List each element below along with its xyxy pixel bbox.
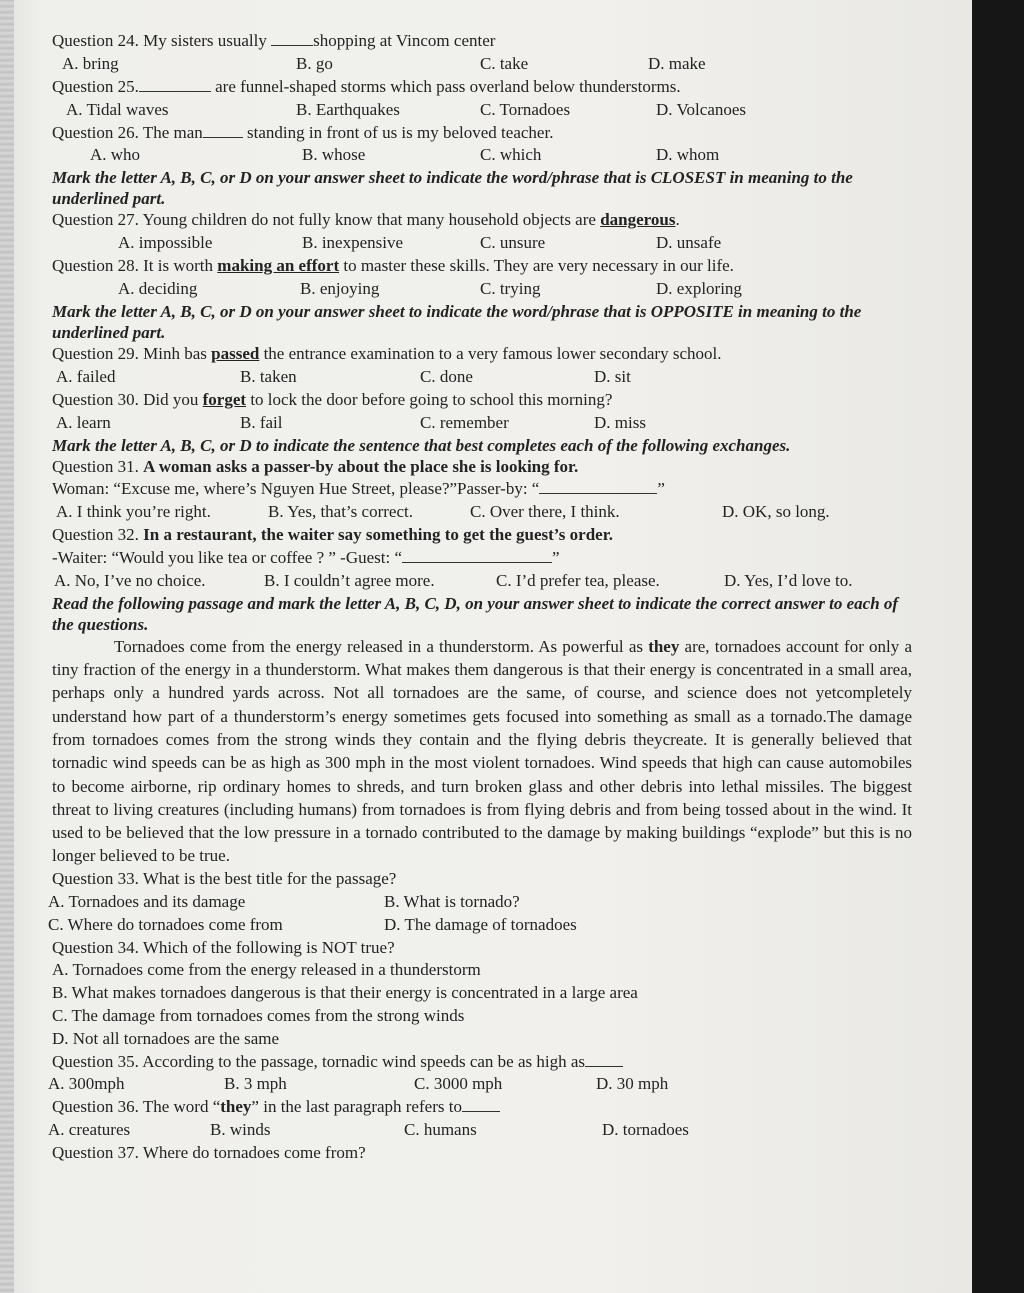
option-d: D. OK, so long. bbox=[722, 502, 830, 522]
option-b: B. whose bbox=[302, 145, 366, 165]
question-36: Question 36. The word “they” in the last paragraph refers to bbox=[52, 1096, 912, 1119]
dialogue-32: -Waiter: “Would you like tea or coffee ? ” -Guest: “ ” bbox=[52, 547, 560, 567]
options-26 bbox=[52, 144, 912, 167]
question-31: Question 31. A woman asks a passer-by about the place she is looking for. bbox=[52, 456, 579, 476]
options-25 bbox=[52, 99, 912, 122]
option-c: C. trying bbox=[480, 278, 541, 298]
option-d: D. exploring bbox=[656, 278, 742, 298]
instruction-exchanges: Mark the letter A, B, C, or D to indicate the sentence that best completes each of the following exchanges. bbox=[52, 435, 791, 455]
underlined-word: dangerous bbox=[600, 210, 676, 230]
option-d: D. tornadoes bbox=[602, 1120, 689, 1140]
options-31 bbox=[52, 501, 912, 524]
option-a: A. impossible bbox=[118, 233, 213, 253]
reading-passage: Tornadoes come from the energy released in a thunderstorm. As powerful as they are, tornadoes account for only a tiny fraction of the energy in a thunderstorm. What makes them dangerous is that their energy is concentrated in a small area, perhaps only a hundred yards across. Not all tornadoes are the same, of course, and science does not yetcompletely understand how part of a thunderstorm’s energy sometimes gets focused into something as small as a tornado.The damage from tornadoes comes from the strong winds they contain and the flying debris theycreate. It is generally believed that tornadic wind speeds can be as high as 300 mph in the most violent tornadoes. Wind speeds that high can cause automobiles to become airborne, rip ordinary homes to shreds, and turn broken glass and other debris into lethal missiles. The biggest threat to living creatures (including humans) from tornadoes is from flying debris and from being tossed about in the wind. It used to be believed that the low pressure in a tornado contributed to the damage by making buildings “explode” but this is no longer believed to be true. bbox=[52, 636, 913, 866]
option-d: D. miss bbox=[594, 412, 646, 432]
option-b: B. 3 mph bbox=[224, 1074, 287, 1094]
option-b: B. Earthquakes bbox=[296, 99, 400, 119]
options-30 bbox=[52, 412, 912, 435]
answer-blank bbox=[402, 547, 552, 563]
option-c: C. humans bbox=[404, 1120, 477, 1140]
question-32: Question 32. In a restaurant, the waiter say something to get the guest’s order. bbox=[52, 525, 613, 545]
option-d: D. unsafe bbox=[656, 233, 722, 253]
option-a: A. Tidal waves bbox=[66, 99, 169, 119]
option-b: B. What makes tornadoes dangerous is that their energy is concentrated in a large area bbox=[52, 983, 638, 1003]
answer-blank bbox=[139, 76, 211, 92]
question-33: Question 33. What is the best title for the passage? bbox=[52, 868, 397, 888]
underlined-word: forget bbox=[202, 389, 247, 409]
question-37: Question 37. Where do tornadoes come from? bbox=[52, 1143, 366, 1163]
option-d: D. Volcanoes bbox=[656, 99, 747, 119]
option-c: C. I’d prefer tea, please. bbox=[496, 570, 660, 590]
option-b: B. inexpensive bbox=[302, 233, 404, 253]
question-25: Question 25. are funnel-shaped storms which pass overland below thunderstorms. bbox=[52, 76, 681, 96]
options-28 bbox=[52, 278, 912, 301]
underlined-phrase: making an effort bbox=[217, 256, 340, 276]
option-c: C. The damage from tornadoes comes from the strong winds bbox=[52, 1005, 465, 1025]
options-24 bbox=[52, 53, 912, 76]
options-29 bbox=[52, 366, 912, 389]
instruction-opposite: Mark the letter A, B, C, or D on your answer sheet to indicate the word/phrase that is OPPOSITE in meaning to the underlined part. bbox=[52, 301, 862, 342]
option-a: A. who bbox=[90, 145, 141, 165]
instruction-passage: Read the following passage and mark the letter A, B, C, D, on your answer sheet to indicate the correct answer to each of the questions. bbox=[52, 593, 899, 634]
option-a: A. Tornadoes come from the energy released in a thunderstorm bbox=[52, 960, 481, 980]
question-24: Question 24. My sisters usually shopping at Vincom center bbox=[52, 31, 496, 50]
question-27: Question 27. Young children do not fully know that many household objects are dangerous. bbox=[52, 210, 680, 230]
option-b: B. What is tornado? bbox=[384, 891, 520, 911]
option-a: A. I think you’re right. bbox=[56, 502, 211, 522]
option-a: A. creatures bbox=[48, 1120, 131, 1140]
options-33-row1 bbox=[48, 891, 912, 914]
referent-word: they bbox=[648, 636, 680, 656]
question-28: Question 28. It is worth making an effort to master these skills. They are very necessary in our life. bbox=[52, 256, 734, 276]
option-d: D. The damage of tornadoes bbox=[384, 914, 577, 934]
question-35: Question 35. According to the passage, tornadic wind speeds can be as high as bbox=[52, 1051, 912, 1074]
question-26: Question 26. The man standing in front of us is my beloved teacher. bbox=[52, 122, 554, 142]
question-30: Question 30. Did you forget to lock the door before going to school this morning? bbox=[52, 389, 613, 409]
exam-content bbox=[48, 30, 913, 1165]
options-27 bbox=[52, 232, 912, 255]
option-b: B. taken bbox=[240, 366, 297, 386]
option-c: C. Over there, I think. bbox=[470, 502, 620, 522]
options-32 bbox=[52, 570, 912, 593]
option-d: D. Not all tornadoes are the same bbox=[52, 1028, 280, 1048]
question-34: Question 34. Which of the following is NOT true? bbox=[52, 937, 395, 957]
answer-blank bbox=[462, 1096, 500, 1112]
option-c: C. done bbox=[420, 366, 473, 386]
option-a: A. bring bbox=[62, 53, 119, 73]
option-c: C. remember bbox=[420, 412, 509, 432]
options-36 bbox=[48, 1119, 912, 1142]
option-b: B. enjoying bbox=[300, 278, 380, 298]
instruction-closest: Mark the letter A, B, C, or D on your answer sheet to indicate the word/phrase that is CLOSEST in meaning to the underlined part. bbox=[52, 168, 853, 209]
option-a: A. Tornadoes and its damage bbox=[48, 891, 246, 911]
option-d: D. sit bbox=[594, 366, 631, 386]
dialogue-31: Woman: “Excuse me, where’s Nguyen Hue Street, please?”Passer-by: “ ” bbox=[52, 479, 665, 499]
option-c: C. 3000 mph bbox=[414, 1074, 503, 1094]
answer-blank bbox=[585, 1051, 623, 1067]
option-d: D. make bbox=[648, 53, 706, 73]
question-29: Question 29. Minh bas passed the entrance examination to a very famous lower secondary school. bbox=[52, 343, 722, 363]
option-d: D. Yes, I’d love to. bbox=[724, 570, 853, 590]
option-b: B. winds bbox=[210, 1120, 271, 1140]
option-a: A. learn bbox=[56, 412, 111, 432]
option-b: B. Yes, that’s correct. bbox=[268, 502, 413, 522]
option-a: A. 300mph bbox=[48, 1074, 125, 1094]
option-d: D. 30 mph bbox=[596, 1074, 669, 1094]
page-edge bbox=[0, 0, 14, 1293]
option-c: C. unsure bbox=[480, 233, 546, 253]
option-d: D. whom bbox=[656, 145, 720, 165]
option-c: C. take bbox=[480, 53, 529, 73]
options-33-row2 bbox=[48, 914, 912, 937]
option-a: A. deciding bbox=[118, 278, 198, 298]
option-b: B. go bbox=[296, 53, 333, 73]
answer-blank bbox=[539, 478, 657, 494]
answer-blank bbox=[203, 122, 243, 138]
option-c: C. which bbox=[480, 145, 542, 165]
option-a: A. failed bbox=[56, 366, 116, 386]
underlined-word: passed bbox=[211, 343, 260, 363]
option-b: B. fail bbox=[240, 412, 283, 432]
option-c: C. Tornadoes bbox=[480, 99, 571, 119]
option-b: B. I couldn’t agree more. bbox=[264, 570, 435, 590]
option-c: C. Where do tornadoes come from bbox=[48, 914, 283, 934]
options-35 bbox=[48, 1073, 912, 1096]
option-a: A. No, I’ve no choice. bbox=[54, 570, 206, 590]
answer-blank bbox=[271, 30, 313, 46]
